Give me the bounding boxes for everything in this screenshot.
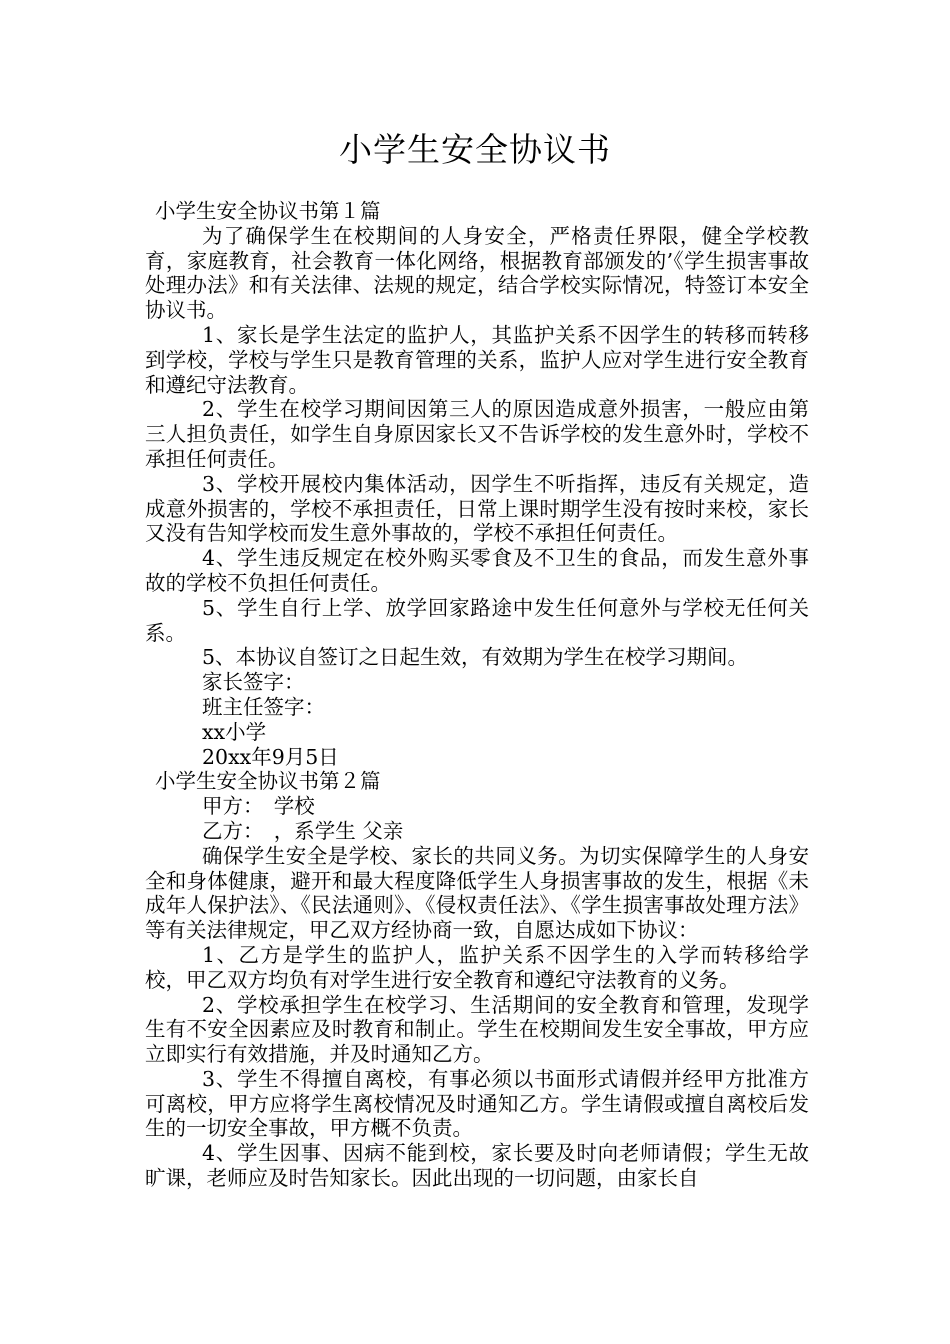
teacher-signature-line: 班主任签字： bbox=[202, 694, 325, 719]
document-body bbox=[145, 199, 809, 1191]
section-heading-1: 小学生安全协议书第１篇 bbox=[155, 199, 381, 223]
paragraph: 2、学校承担学生在校学习、生活期间的安全教育和管理，发现学生有不安全因素应及时教育和制止。学生在校期间发生安全事故，甲方应立即实行有效措施，并及时通知乙方。 bbox=[145, 992, 809, 1067]
paragraph: 4、学生违反规定在校外购买零食及不卫生的食品，而发生意外事故的学校不负担任何责任。 bbox=[145, 546, 809, 595]
party-a-line: 甲方： 学校 bbox=[202, 794, 315, 819]
paragraph: 确保学生安全是学校、家长的共同义务。为切实保障学生的人身安全和身体健康，避开和最大程度降低学生人身损害事故的发生，根据《未成年人保护法》、《民法通则》、《侵权责任法》、《学生损害事故处理方法》等有关法律规定，甲乙双方经协商一致，自愿达成如下协议： bbox=[145, 843, 809, 943]
parent-signature-line: 家长签字： bbox=[202, 670, 305, 695]
paragraph: 3、学生不得擅自离校，有事必须以书面形式请假并经甲方批准方可离校，甲方应将学生离校情况及时通知乙方。学生请假或擅自离校后发生的一切安全事故，甲方概不负责。 bbox=[145, 1066, 809, 1141]
paragraph: 4、学生因事、因病不能到校，家长要及时向老师请假；学生无故旷课，老师应及时告知家长。因此出现的一切问题，由家长自 bbox=[145, 1141, 809, 1191]
date-line: 20xx年9月5日 bbox=[202, 744, 339, 769]
paragraph: 5、本协议自签订之日起生效，有效期为学生在校学习期间。 bbox=[202, 645, 749, 670]
paragraph: 1、家长是学生法定的监护人，其监护关系不因学生的转移而转移到学校，学校与学生只是教育管理的关系，监护人应对学生进行安全教育和遵纪守法教育。 bbox=[145, 322, 809, 397]
paragraph: 3、学校开展校内集体活动，因学生不听指挥，违反有关规定，造成意外损害的，学校不承担责任，日常上课时期学生没有按时来校，家长又没有告知学校而发生意外事故的，学校不承担任何责任。 bbox=[145, 471, 809, 546]
paragraph: 1、乙方是学生的监护人，监护关系不因学生的入学而转移给学校，甲乙双方均负有对学生进行安全教育和遵纪守法教育的义务。 bbox=[145, 942, 809, 992]
document-title: 小学生安全协议书 bbox=[339, 130, 611, 169]
section-heading-2: 小学生安全协议书第２篇 bbox=[155, 769, 381, 794]
paragraph: 为了确保学生在校期间的人身安全，严格责任界限，健全学校教育，家庭教育，社会教育一体化网络，根据教育部颁发的’《学生损害事故处理办法》和有关法律、法规的规定，结合学校实际情况，特签订本安全协议书。 bbox=[145, 223, 809, 323]
paragraph: 2、学生在校学习期间因第三人的原因造成意外损害，一般应由第三人担负责任，如学生自身原因家长又不告诉学校的发生意外时，学校不承担任何责任。 bbox=[145, 397, 809, 471]
party-b-line: 乙方： ，系学生 父亲 bbox=[202, 818, 404, 843]
paragraph: 5、学生自行上学、放学回家路途中发生任何意外与学校无任何关系。 bbox=[145, 595, 809, 645]
school-name-line: xx小学 bbox=[202, 719, 267, 744]
